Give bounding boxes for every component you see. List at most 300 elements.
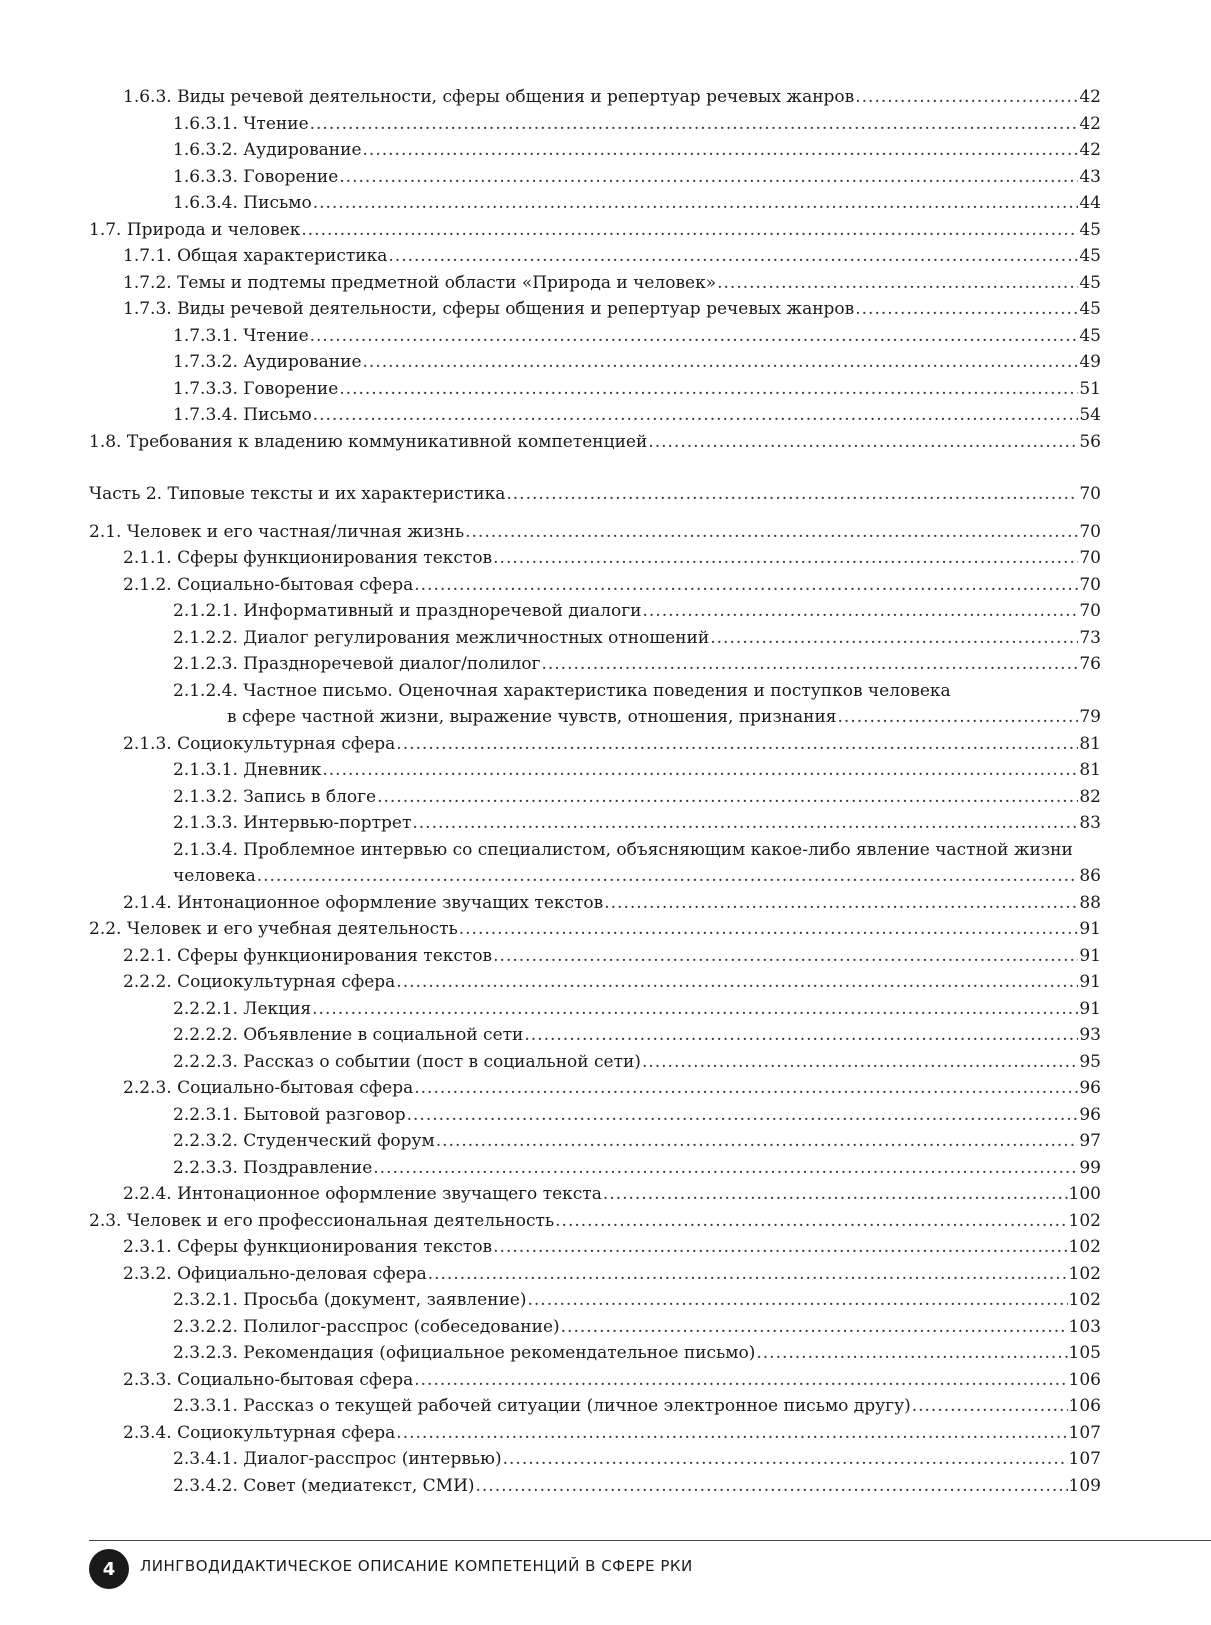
toc-entry-number: 2.1.3. bbox=[123, 733, 172, 754]
toc-entry-leader bbox=[459, 916, 1079, 943]
toc-entry-page: 91 bbox=[1079, 919, 1101, 939]
toc-entry-leader bbox=[310, 111, 1079, 138]
toc-entry-leader bbox=[396, 969, 1078, 996]
toc-entry-page: 56 bbox=[1079, 431, 1101, 452]
toc-entry[interactable] bbox=[89, 429, 1101, 456]
toc-entry-title: Совет (медиатекст, СМИ) bbox=[243, 1475, 475, 1496]
toc-entry-leader bbox=[412, 810, 1078, 837]
toc-entry-title: Интервью-портрет bbox=[243, 813, 412, 833]
toc-entry-page: 70 bbox=[1079, 548, 1101, 568]
toc-entry-heading bbox=[173, 190, 312, 217]
toc-entry-title: Виды речевой деятельности, сферы общения и репертуар речевых жанров bbox=[177, 87, 855, 107]
toc-entry-title: Просьба (документ, заявление) bbox=[243, 1290, 527, 1310]
running-title: ЛИНГВОДИДАКТИЧЕСКОЕ ОПИСАНИЕ КОМПЕТЕНЦИЙ В СФЕРЕ РКИ bbox=[140, 1557, 693, 1575]
toc-entry-number: 2.1.3.4. bbox=[173, 839, 238, 860]
toc-entry-heading bbox=[123, 1181, 602, 1208]
toc-entry-number: 2.3.3.1. bbox=[173, 1396, 238, 1416]
toc-entry-page: 42 bbox=[1079, 140, 1101, 160]
toc-entry-heading bbox=[173, 1314, 560, 1341]
toc-entry-title: Диалог-расспрос (интервью) bbox=[243, 1449, 502, 1469]
toc-entry[interactable] bbox=[89, 598, 1101, 625]
toc-entry[interactable] bbox=[89, 678, 1101, 731]
toc-entry[interactable] bbox=[89, 572, 1101, 599]
toc-entry-number: 1.6.3.4. bbox=[173, 193, 238, 213]
toc-entry-page: 81 bbox=[1079, 733, 1101, 754]
toc-entry-page: 107 bbox=[1068, 1449, 1101, 1469]
toc-entry-heading bbox=[89, 429, 647, 456]
toc-entry-number: 2.2.2.2. bbox=[173, 1025, 238, 1045]
toc-entry-heading bbox=[123, 572, 413, 599]
toc-entry-leader bbox=[363, 137, 1079, 164]
toc-entry-page: 45 bbox=[1079, 246, 1101, 266]
toc-entry-first-line bbox=[173, 837, 1101, 864]
toc-entry[interactable] bbox=[89, 625, 1101, 652]
toc-entry-heading bbox=[123, 243, 387, 270]
toc-entry-number: 2.3.4.2. bbox=[173, 1475, 238, 1496]
toc-entry-number: 2.3.2. bbox=[123, 1263, 172, 1284]
toc-entry-title: Темы и подтемы предметной области «Природа и человек» bbox=[177, 272, 717, 293]
toc-entry-title: Запись в блоге bbox=[243, 786, 377, 807]
toc-entry-heading bbox=[173, 810, 411, 837]
toc-entry-title: Социокультурная сфера bbox=[177, 733, 396, 754]
toc-entry-page: 70 bbox=[1079, 521, 1101, 542]
toc-entry-page: 70 bbox=[1079, 484, 1101, 504]
toc-entry-page: 102 bbox=[1068, 1237, 1101, 1257]
toc-entry[interactable] bbox=[89, 1473, 1101, 1500]
toc-entry-page: 95 bbox=[1079, 1051, 1101, 1072]
toc-gap bbox=[89, 508, 1101, 519]
toc-entry-number: 2.3.2.3. bbox=[173, 1343, 238, 1363]
toc-entry-page: 105 bbox=[1068, 1343, 1101, 1363]
toc-entry-heading bbox=[89, 481, 505, 508]
toc-entry[interactable] bbox=[89, 111, 1101, 138]
toc-entry-title-continued: в сфере частной жизни, выражение чувств, отношения, признания bbox=[227, 707, 837, 727]
toc-entry-number: 2.1.4. bbox=[123, 892, 172, 913]
toc-entry[interactable] bbox=[89, 1420, 1101, 1447]
toc-entry-page: 42 bbox=[1079, 113, 1101, 134]
toc-entry-title: Социально-бытовая сфера bbox=[177, 1078, 414, 1098]
toc-entry-heading bbox=[173, 1340, 755, 1367]
toc-entry-page: 86 bbox=[1079, 866, 1101, 886]
toc-entry-leader bbox=[493, 545, 1078, 572]
toc-entry-number: 1.7.3.2. bbox=[173, 352, 238, 372]
toc-entry-leader bbox=[301, 217, 1078, 244]
toc-entry-page: 49 bbox=[1079, 352, 1101, 372]
toc-entry-number: 2.1.3.1. bbox=[173, 760, 238, 780]
toc-entry-heading bbox=[173, 996, 311, 1023]
toc-entry-leader bbox=[912, 1393, 1068, 1420]
toc-entry-page: 96 bbox=[1079, 1104, 1101, 1125]
toc-entry-number: 2.1.3.2. bbox=[173, 786, 238, 807]
toc-entry[interactable] bbox=[89, 1314, 1101, 1341]
toc-entry-number: Часть 2. bbox=[89, 484, 163, 504]
toc-entry-title: Частное письмо. Оценочная характеристика поведения и поступков человека bbox=[243, 680, 951, 701]
toc-entry-heading bbox=[173, 349, 362, 376]
toc-entry-leader bbox=[855, 296, 1078, 323]
toc-entry-page: 91 bbox=[1079, 972, 1101, 992]
toc-entry[interactable] bbox=[89, 270, 1101, 297]
toc-entry[interactable] bbox=[89, 1022, 1101, 1049]
toc-entry-leader bbox=[603, 1181, 1068, 1208]
toc-entry-title: Письмо bbox=[243, 405, 312, 425]
toc-entry-number: 1.7.1. bbox=[123, 246, 172, 266]
toc-entry-page: 42 bbox=[1079, 87, 1101, 107]
toc-entry-number: 2.1.2.3. bbox=[173, 654, 238, 674]
toc-entry-number: 2.1.2.1. bbox=[173, 601, 238, 621]
toc-entry[interactable] bbox=[89, 943, 1101, 970]
toc-entry-page: 45 bbox=[1079, 299, 1101, 319]
toc-entry-heading bbox=[123, 1420, 395, 1447]
toc-entry-page: 103 bbox=[1068, 1316, 1101, 1337]
toc-entry-title: Диалог регулирования межличностных отношений bbox=[243, 627, 710, 648]
toc-entry-number: 2.1.2.4. bbox=[173, 680, 238, 701]
toc-gap bbox=[89, 455, 1101, 481]
toc-entry-page: 93 bbox=[1079, 1025, 1101, 1045]
toc-entry-number: 2.3.1. bbox=[123, 1237, 172, 1257]
toc-entry-heading bbox=[173, 784, 376, 811]
toc-entry-leader bbox=[838, 704, 1079, 731]
toc-entry-title: Социально-бытовая сфера bbox=[177, 1369, 414, 1390]
toc-entry-number: 1.6.3.2. bbox=[173, 140, 238, 160]
toc-entry-leader bbox=[428, 1261, 1068, 1288]
toc-entry-title: Человек и его частная/личная жизнь bbox=[126, 521, 465, 542]
toc-entry-heading bbox=[173, 1102, 406, 1129]
toc-entry-page: 97 bbox=[1079, 1131, 1101, 1151]
toc-entry-heading bbox=[173, 651, 540, 678]
toc-entry-title: Социокультурная сфера bbox=[177, 972, 396, 992]
toc-entry-number: 1.7.3.4. bbox=[173, 405, 238, 425]
toc-entry-number: 1.7. bbox=[89, 219, 122, 240]
toc-entry-leader bbox=[476, 1473, 1068, 1500]
toc-entry-number: 2.2.1. bbox=[123, 945, 172, 966]
toc-entry-heading bbox=[123, 731, 395, 758]
toc-entry-title: Рекомендация (официальное рекомендательное письмо) bbox=[243, 1343, 756, 1363]
toc-entry[interactable] bbox=[89, 1393, 1101, 1420]
toc-entry-page: 91 bbox=[1079, 945, 1101, 966]
toc-entry-number: 1.8. bbox=[89, 431, 122, 452]
toc-entry-number: 2.2.2. bbox=[123, 972, 172, 992]
toc-entry-number: 2.3.2.1. bbox=[173, 1290, 238, 1310]
toc-entry-heading bbox=[123, 1261, 427, 1288]
toc-entry-heading bbox=[173, 1155, 372, 1182]
toc-entry[interactable] bbox=[89, 137, 1101, 164]
toc-entry-page: 102 bbox=[1068, 1263, 1101, 1284]
toc-entry-page: 79 bbox=[1079, 707, 1101, 727]
toc-entry-title: Студенческий форум bbox=[243, 1131, 435, 1151]
toc-entry-number: 2.2.3.3. bbox=[173, 1157, 238, 1178]
toc-entry[interactable] bbox=[89, 1208, 1101, 1235]
toc-entry-page: 91 bbox=[1079, 998, 1101, 1019]
toc-entry-leader bbox=[312, 996, 1078, 1023]
toc-entry-continuation bbox=[173, 863, 1101, 890]
toc-entry-leader bbox=[257, 863, 1079, 890]
toc-entry-number: 1.6.3.3. bbox=[173, 166, 238, 187]
toc-entry-title: Сферы функционирования текстов bbox=[177, 945, 493, 966]
toc-entry[interactable] bbox=[89, 731, 1101, 758]
toc-entry-page: 73 bbox=[1079, 627, 1101, 648]
toc-entry-leader bbox=[407, 1102, 1079, 1129]
toc-entry-title: Лекция bbox=[243, 998, 312, 1019]
toc-entry-number: 1.7.2. bbox=[123, 272, 172, 293]
toc-entry-title: Сферы функционирования текстов bbox=[177, 1237, 493, 1257]
toc-entry-heading bbox=[173, 1287, 527, 1314]
toc-entry-page: 107 bbox=[1068, 1422, 1101, 1443]
toc-entry-heading bbox=[173, 402, 312, 429]
toc-entry-page: 109 bbox=[1068, 1475, 1101, 1496]
toc-entry-title: Чтение bbox=[243, 113, 309, 134]
toc-entry[interactable] bbox=[89, 1367, 1101, 1394]
toc-entry-title: Человек и его учебная деятельность bbox=[126, 919, 458, 939]
toc-entry-heading bbox=[173, 1022, 523, 1049]
toc-entry-heading bbox=[89, 217, 300, 244]
toc-entry[interactable] bbox=[89, 296, 1101, 323]
toc-entry[interactable] bbox=[89, 190, 1101, 217]
toc-entry[interactable] bbox=[89, 916, 1101, 943]
toc-entry[interactable] bbox=[89, 837, 1101, 890]
toc-entry[interactable] bbox=[89, 376, 1101, 403]
toc-entry-number: 1.7.3.3. bbox=[173, 378, 238, 399]
toc-entry-leader bbox=[339, 376, 1078, 403]
toc-entry-heading bbox=[173, 757, 321, 784]
toc-entry-page: 83 bbox=[1079, 813, 1101, 833]
toc-entry-title: Праздноречевой диалог/полилог bbox=[243, 654, 541, 674]
toc-entry[interactable] bbox=[89, 1340, 1101, 1367]
toc-entry-heading bbox=[89, 1208, 554, 1235]
toc-entry-leader bbox=[322, 757, 1078, 784]
toc-entry-number: 2.1.2.2. bbox=[173, 627, 238, 648]
toc-entry-page: 70 bbox=[1079, 574, 1101, 595]
toc-entry-leader bbox=[465, 519, 1078, 546]
toc-entry-leader bbox=[396, 1420, 1067, 1447]
toc-entry-title: Говорение bbox=[243, 166, 339, 187]
toc-entry-number: 2.3.2.2. bbox=[173, 1316, 238, 1337]
toc-entry-continuation bbox=[173, 704, 1101, 731]
toc-entry[interactable] bbox=[89, 243, 1101, 270]
toc-entry[interactable] bbox=[89, 810, 1101, 837]
toc-entry-number: 2.1.2. bbox=[123, 574, 172, 595]
toc-entry-title: Объявление в социальной сети bbox=[243, 1025, 524, 1045]
toc-entry-number: 2.3. bbox=[89, 1210, 122, 1231]
toc-entry-number: 2.2.3.2. bbox=[173, 1131, 238, 1151]
toc-entry[interactable] bbox=[89, 1446, 1101, 1473]
toc-entry-page: 45 bbox=[1079, 272, 1101, 293]
toc-entry[interactable] bbox=[89, 1234, 1101, 1261]
toc-entry[interactable] bbox=[89, 402, 1101, 429]
toc-entry[interactable] bbox=[89, 164, 1101, 191]
toc-entry-page: 51 bbox=[1079, 378, 1101, 399]
toc-entry-title: Социокультурная сфера bbox=[177, 1422, 396, 1443]
toc-entry[interactable] bbox=[89, 481, 1101, 508]
toc-entry-heading bbox=[173, 1446, 502, 1473]
toc-entry[interactable] bbox=[89, 349, 1101, 376]
toc-entry-page: 96 bbox=[1079, 1078, 1101, 1098]
toc-entry-number: 2.2. bbox=[89, 919, 122, 939]
toc-entry-number: 1.7.3. bbox=[123, 299, 172, 319]
toc-entry-page: 102 bbox=[1068, 1210, 1101, 1231]
toc-entry-heading bbox=[123, 943, 492, 970]
toc-entry-page: 54 bbox=[1079, 405, 1101, 425]
toc-entry-leader bbox=[493, 943, 1078, 970]
toc-entry-leader bbox=[493, 1234, 1067, 1261]
toc-entry-title: Аудирование bbox=[243, 140, 362, 160]
toc-entry-title: Поздравление bbox=[243, 1157, 373, 1178]
toc-entry-heading bbox=[123, 296, 854, 323]
toc-entry-heading bbox=[173, 1049, 641, 1076]
toc-entry-leader bbox=[710, 625, 1078, 652]
toc-entry-leader bbox=[648, 429, 1078, 456]
toc-entry[interactable] bbox=[89, 1128, 1101, 1155]
table-of-contents bbox=[89, 84, 1101, 1499]
toc-entry-heading bbox=[89, 916, 458, 943]
toc-entry-number: 2.2.2.3. bbox=[173, 1051, 238, 1072]
toc-entry-leader bbox=[414, 1075, 1078, 1102]
toc-entry-leader bbox=[313, 402, 1079, 429]
toc-entry-leader bbox=[503, 1446, 1068, 1473]
toc-entry-number: 2.2.3.1. bbox=[173, 1104, 238, 1125]
toc-entry-heading bbox=[173, 598, 642, 625]
footer-divider bbox=[89, 1540, 1211, 1541]
toc-entry-number: 2.2.2.1. bbox=[173, 998, 238, 1019]
toc-entry[interactable] bbox=[89, 1102, 1101, 1129]
toc-entry-leader bbox=[642, 1049, 1078, 1076]
toc-entry[interactable] bbox=[89, 1075, 1101, 1102]
toc-entry-title: Письмо bbox=[243, 193, 312, 213]
toc-entry[interactable] bbox=[89, 519, 1101, 546]
toc-entry-number: 2.2.4. bbox=[123, 1184, 172, 1204]
toc-entry-leader bbox=[339, 164, 1078, 191]
toc-entry-heading bbox=[173, 625, 709, 652]
toc-entry-page: 45 bbox=[1079, 219, 1101, 240]
toc-entry-number: 2.2.3. bbox=[123, 1078, 172, 1098]
toc-entry-title: Рассказ о текущей рабочей ситуации (личное электронное письмо другу) bbox=[243, 1396, 911, 1416]
toc-entry[interactable] bbox=[89, 784, 1101, 811]
toc-entry-leader bbox=[717, 270, 1078, 297]
toc-entry-heading bbox=[173, 1393, 911, 1420]
toc-entry-heading bbox=[173, 323, 309, 350]
toc-entry-number: 2.3.3. bbox=[123, 1369, 172, 1390]
toc-entry-heading bbox=[123, 270, 716, 297]
toc-entry[interactable] bbox=[89, 84, 1101, 111]
toc-entry[interactable] bbox=[89, 217, 1101, 244]
toc-entry-leader bbox=[363, 349, 1079, 376]
toc-entry-page: 106 bbox=[1068, 1396, 1101, 1416]
toc-entry-page: 88 bbox=[1079, 892, 1101, 913]
toc-entry-heading bbox=[173, 137, 362, 164]
toc-entry-leader bbox=[414, 1367, 1067, 1394]
toc-entry-number: 2.1.3.3. bbox=[173, 813, 238, 833]
toc-entry[interactable] bbox=[89, 1287, 1101, 1314]
toc-entry-leader bbox=[604, 890, 1078, 917]
toc-entry-title: Информативный и праздноречевой диалоги bbox=[243, 601, 642, 621]
toc-entry-leader bbox=[436, 1128, 1079, 1155]
toc-entry-leader bbox=[524, 1022, 1078, 1049]
toc-entry-heading bbox=[173, 1128, 435, 1155]
toc-entry-number: 2.1.1. bbox=[123, 548, 172, 568]
toc-entry[interactable] bbox=[89, 1049, 1101, 1076]
toc-entry-title: Чтение bbox=[243, 325, 309, 346]
toc-entry-title: Говорение bbox=[243, 378, 339, 399]
toc-entry-heading bbox=[123, 1367, 413, 1394]
toc-entry-page: 76 bbox=[1079, 654, 1101, 674]
toc-entry-heading bbox=[173, 1473, 475, 1500]
toc-entry-heading bbox=[123, 84, 854, 111]
toc-entry[interactable] bbox=[89, 1155, 1101, 1182]
toc-entry-title: Человек и его профессиональная деятельность bbox=[126, 1210, 555, 1231]
toc-entry-leader bbox=[855, 84, 1078, 111]
toc-entry-heading bbox=[123, 969, 395, 996]
toc-entry-leader bbox=[414, 572, 1078, 599]
toc-entry-page: 43 bbox=[1079, 166, 1101, 187]
toc-entry-title: Сферы функционирования текстов bbox=[177, 548, 493, 568]
toc-entry-leader bbox=[377, 784, 1078, 811]
toc-entry-page: 44 bbox=[1079, 193, 1101, 213]
toc-entry-number: 2.3.4.1. bbox=[173, 1449, 238, 1469]
toc-entry-heading bbox=[173, 164, 338, 191]
toc-entry-title: Природа и человек bbox=[126, 219, 301, 240]
toc-entry-first-line bbox=[173, 678, 1101, 705]
toc-entry-leader bbox=[528, 1287, 1068, 1314]
toc-entry-leader bbox=[396, 731, 1078, 758]
toc-entry-title: Полилог-расспрос (собеседование) bbox=[243, 1316, 560, 1337]
toc-entry[interactable] bbox=[89, 1261, 1101, 1288]
toc-entry-heading bbox=[173, 376, 338, 403]
toc-entry-number: 1.6.3.1. bbox=[173, 113, 238, 134]
toc-entry[interactable] bbox=[89, 545, 1101, 572]
toc-entry-number: 2.3.4. bbox=[123, 1422, 172, 1443]
toc-entry-title: Дневник bbox=[243, 760, 322, 780]
toc-entry[interactable] bbox=[89, 890, 1101, 917]
toc-entry-leader bbox=[561, 1314, 1068, 1341]
toc-entry-leader bbox=[643, 598, 1079, 625]
toc-entry-page: 106 bbox=[1068, 1369, 1101, 1390]
page-number-badge: 4 bbox=[89, 1549, 129, 1589]
toc-entry[interactable] bbox=[89, 969, 1101, 996]
toc-entry-page: 81 bbox=[1079, 760, 1101, 780]
toc-entry-title: Интонационное оформление звучащих текстов bbox=[177, 892, 604, 913]
toc-entry-leader bbox=[506, 481, 1078, 508]
toc-entry-page: 102 bbox=[1068, 1290, 1101, 1310]
toc-entry[interactable] bbox=[89, 996, 1101, 1023]
toc-entry-heading bbox=[123, 1075, 413, 1102]
toc-entry[interactable] bbox=[89, 323, 1101, 350]
toc-entry[interactable] bbox=[89, 757, 1101, 784]
toc-entry-title: Бытовой разговор bbox=[243, 1104, 406, 1125]
toc-entry-title: Виды речевой деятельности, сферы общения и репертуар речевых жанров bbox=[177, 299, 855, 319]
toc-entry-title: Социально-бытовая сфера bbox=[177, 574, 414, 595]
toc-entry-number: 2.1. bbox=[89, 521, 122, 542]
toc-entry-title: Аудирование bbox=[243, 352, 362, 372]
toc-entry-title: Рассказ о событии (пост в социальной сети) bbox=[243, 1051, 641, 1072]
toc-entry-heading bbox=[89, 519, 464, 546]
toc-entry-leader bbox=[310, 323, 1079, 350]
toc-entry-number: 1.6.3. bbox=[123, 87, 172, 107]
toc-entry-title-continued: человека bbox=[173, 866, 256, 886]
toc-entry-leader bbox=[313, 190, 1079, 217]
toc-entry[interactable] bbox=[89, 651, 1101, 678]
toc-entry-leader bbox=[388, 243, 1078, 270]
toc-entry-leader bbox=[373, 1155, 1078, 1182]
toc-entry-page: 99 bbox=[1079, 1157, 1101, 1178]
toc-entry-page: 45 bbox=[1079, 325, 1101, 346]
toc-entry-title: Типовые тексты и их характеристика bbox=[167, 484, 506, 504]
toc-entry-leader bbox=[541, 651, 1078, 678]
toc-entry-heading bbox=[123, 1234, 492, 1261]
toc-entry-page: 100 bbox=[1068, 1184, 1101, 1204]
toc-entry-leader bbox=[555, 1208, 1067, 1235]
toc-entry-page: 82 bbox=[1079, 786, 1101, 807]
toc-entry-number: 1.7.3.1. bbox=[173, 325, 238, 346]
toc-entry[interactable] bbox=[89, 1181, 1101, 1208]
